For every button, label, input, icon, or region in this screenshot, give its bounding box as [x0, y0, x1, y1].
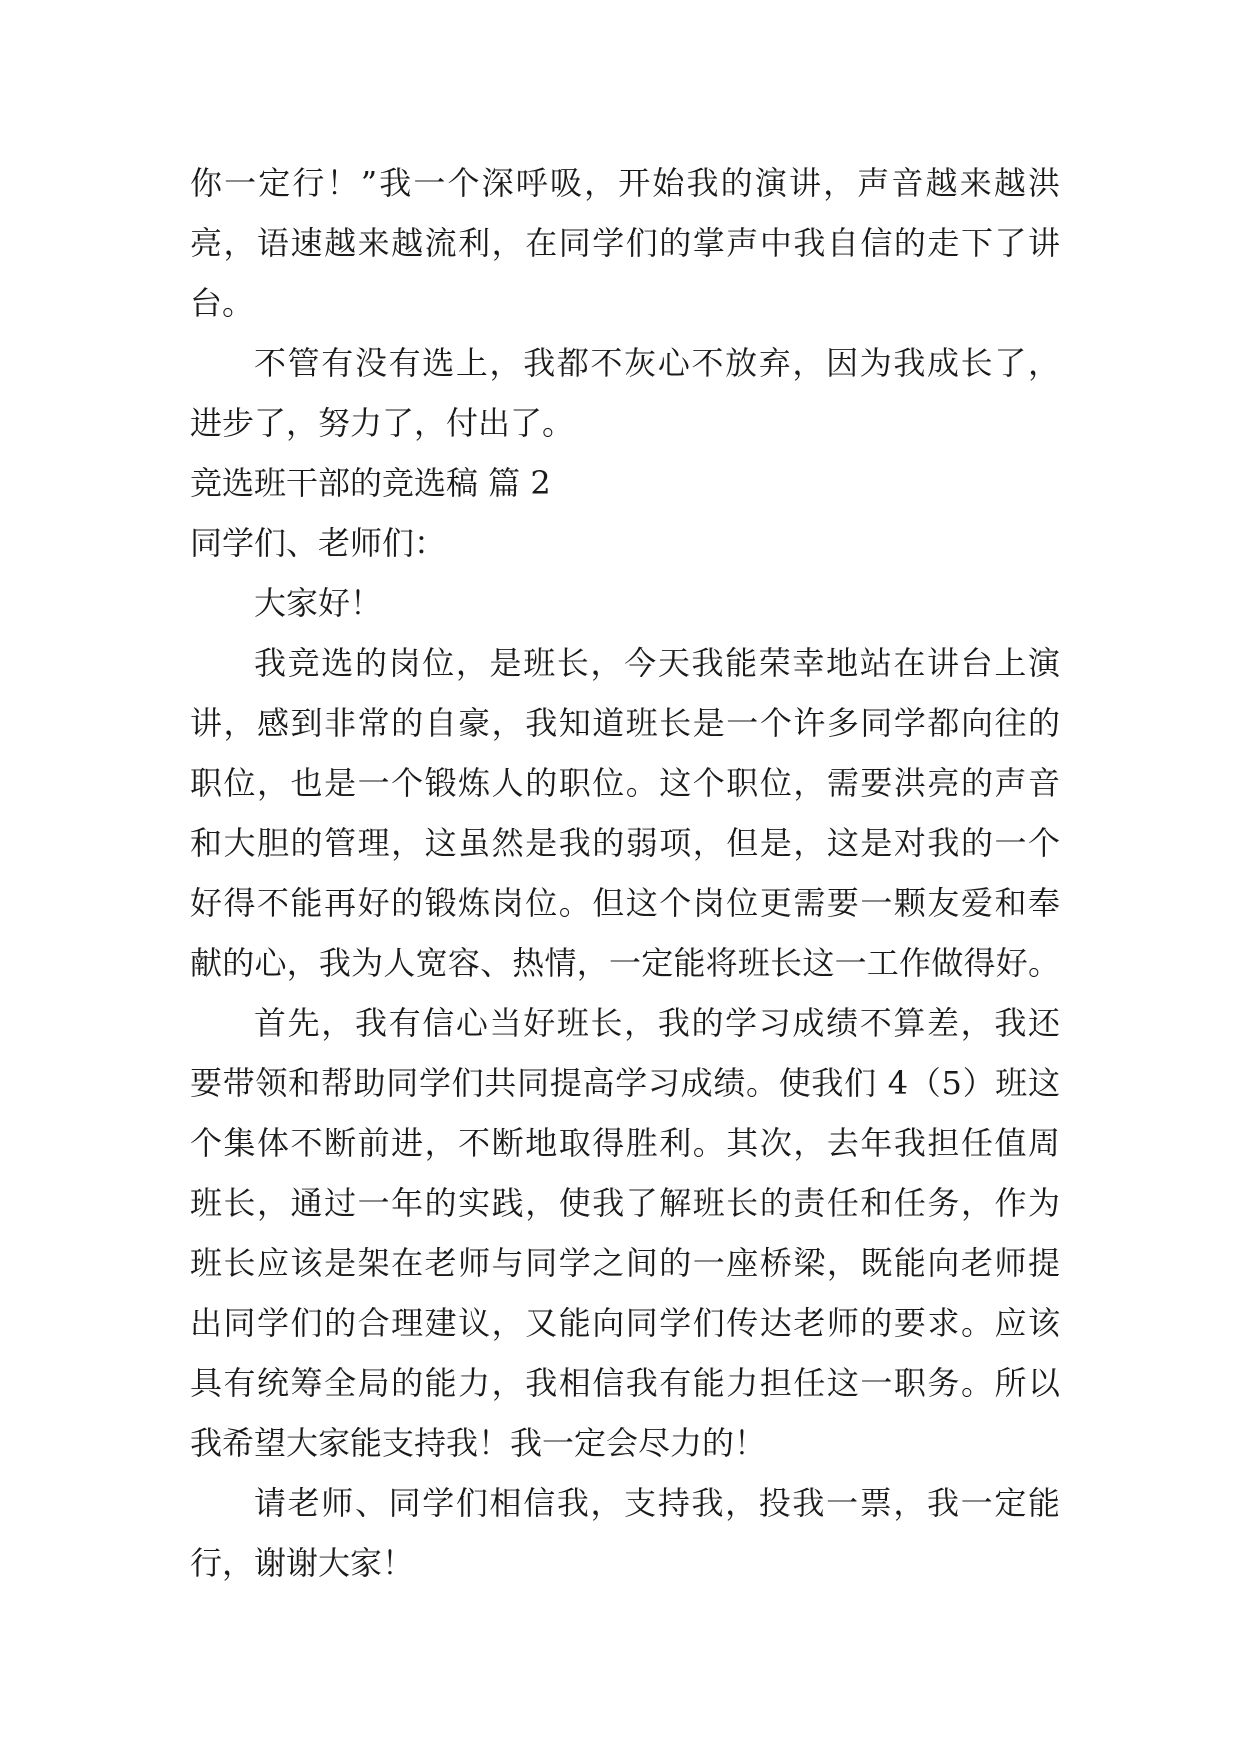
paragraph-line: 行，谢谢大家！: [190, 1544, 415, 1582]
paragraph-line: 我希望大家能支持我！我一定会尽力的！: [190, 1424, 767, 1462]
paragraph-line: 要带领和帮助同学们共同提高学习成绩。使我们 4（5）班这: [190, 1064, 1060, 1102]
paragraph-line: 班长，通过一年的实践，使我了解班长的责任和任务，作为: [190, 1184, 1060, 1222]
section-heading: 竞选班干部的竞选稿 篇 2: [190, 464, 551, 502]
paragraph-line: 个集体不断前进，不断地取得胜利。其次，去年我担任值周: [190, 1124, 1060, 1162]
paragraph-line: 请老师、同学们相信我，支持我，投我一票，我一定能: [254, 1484, 1060, 1522]
paragraph-line: 讲，感到非常的自豪，我知道班长是一个许多同学都向往的: [190, 704, 1060, 742]
paragraph-line: 献的心，我为人宽容、热情，一定能将班长这一工作做得好。: [190, 944, 1060, 982]
paragraph-line: 出同学们的合理建议，又能向同学们传达老师的要求。应该: [190, 1304, 1060, 1342]
paragraph-line: 具有统筹全局的能力，我相信我有能力担任这一职务。所以: [190, 1364, 1060, 1402]
paragraph-line: 职位，也是一个锻炼人的职位。这个职位，需要洪亮的声音: [190, 764, 1060, 802]
paragraph-line: 我竞选的岗位，是班长，今天我能荣幸地站在讲台上演: [254, 644, 1060, 682]
paragraph-line: 你一定行！”我一个深呼吸，开始我的演讲，声音越来越洪: [190, 164, 1060, 202]
paragraph-line: 和大胆的管理，这虽然是我的弱项，但是，这是对我的一个: [190, 824, 1060, 862]
paragraph-line: 班长应该是架在老师与同学之间的一座桥梁，既能向老师提: [190, 1244, 1060, 1282]
greeting: 大家好！: [254, 584, 383, 622]
paragraph-line: 台。: [190, 284, 255, 322]
paragraph-line: 不管有没有选上，我都不灰心不放弃，因为我成长了，: [254, 344, 1060, 382]
paragraph-line: 好得不能再好的锻炼岗位。但这个岗位更需要一颗友爱和奉: [190, 884, 1060, 922]
paragraph-line: 亮，语速越来越流利，在同学们的掌声中我自信的走下了讲: [190, 224, 1060, 262]
salutation: 同学们、老师们：: [190, 524, 447, 562]
paragraph-line: 进步了，努力了，付出了。: [190, 404, 575, 442]
paragraph-line: 首先，我有信心当好班长，我的学习成绩不算差，我还: [254, 1004, 1060, 1042]
